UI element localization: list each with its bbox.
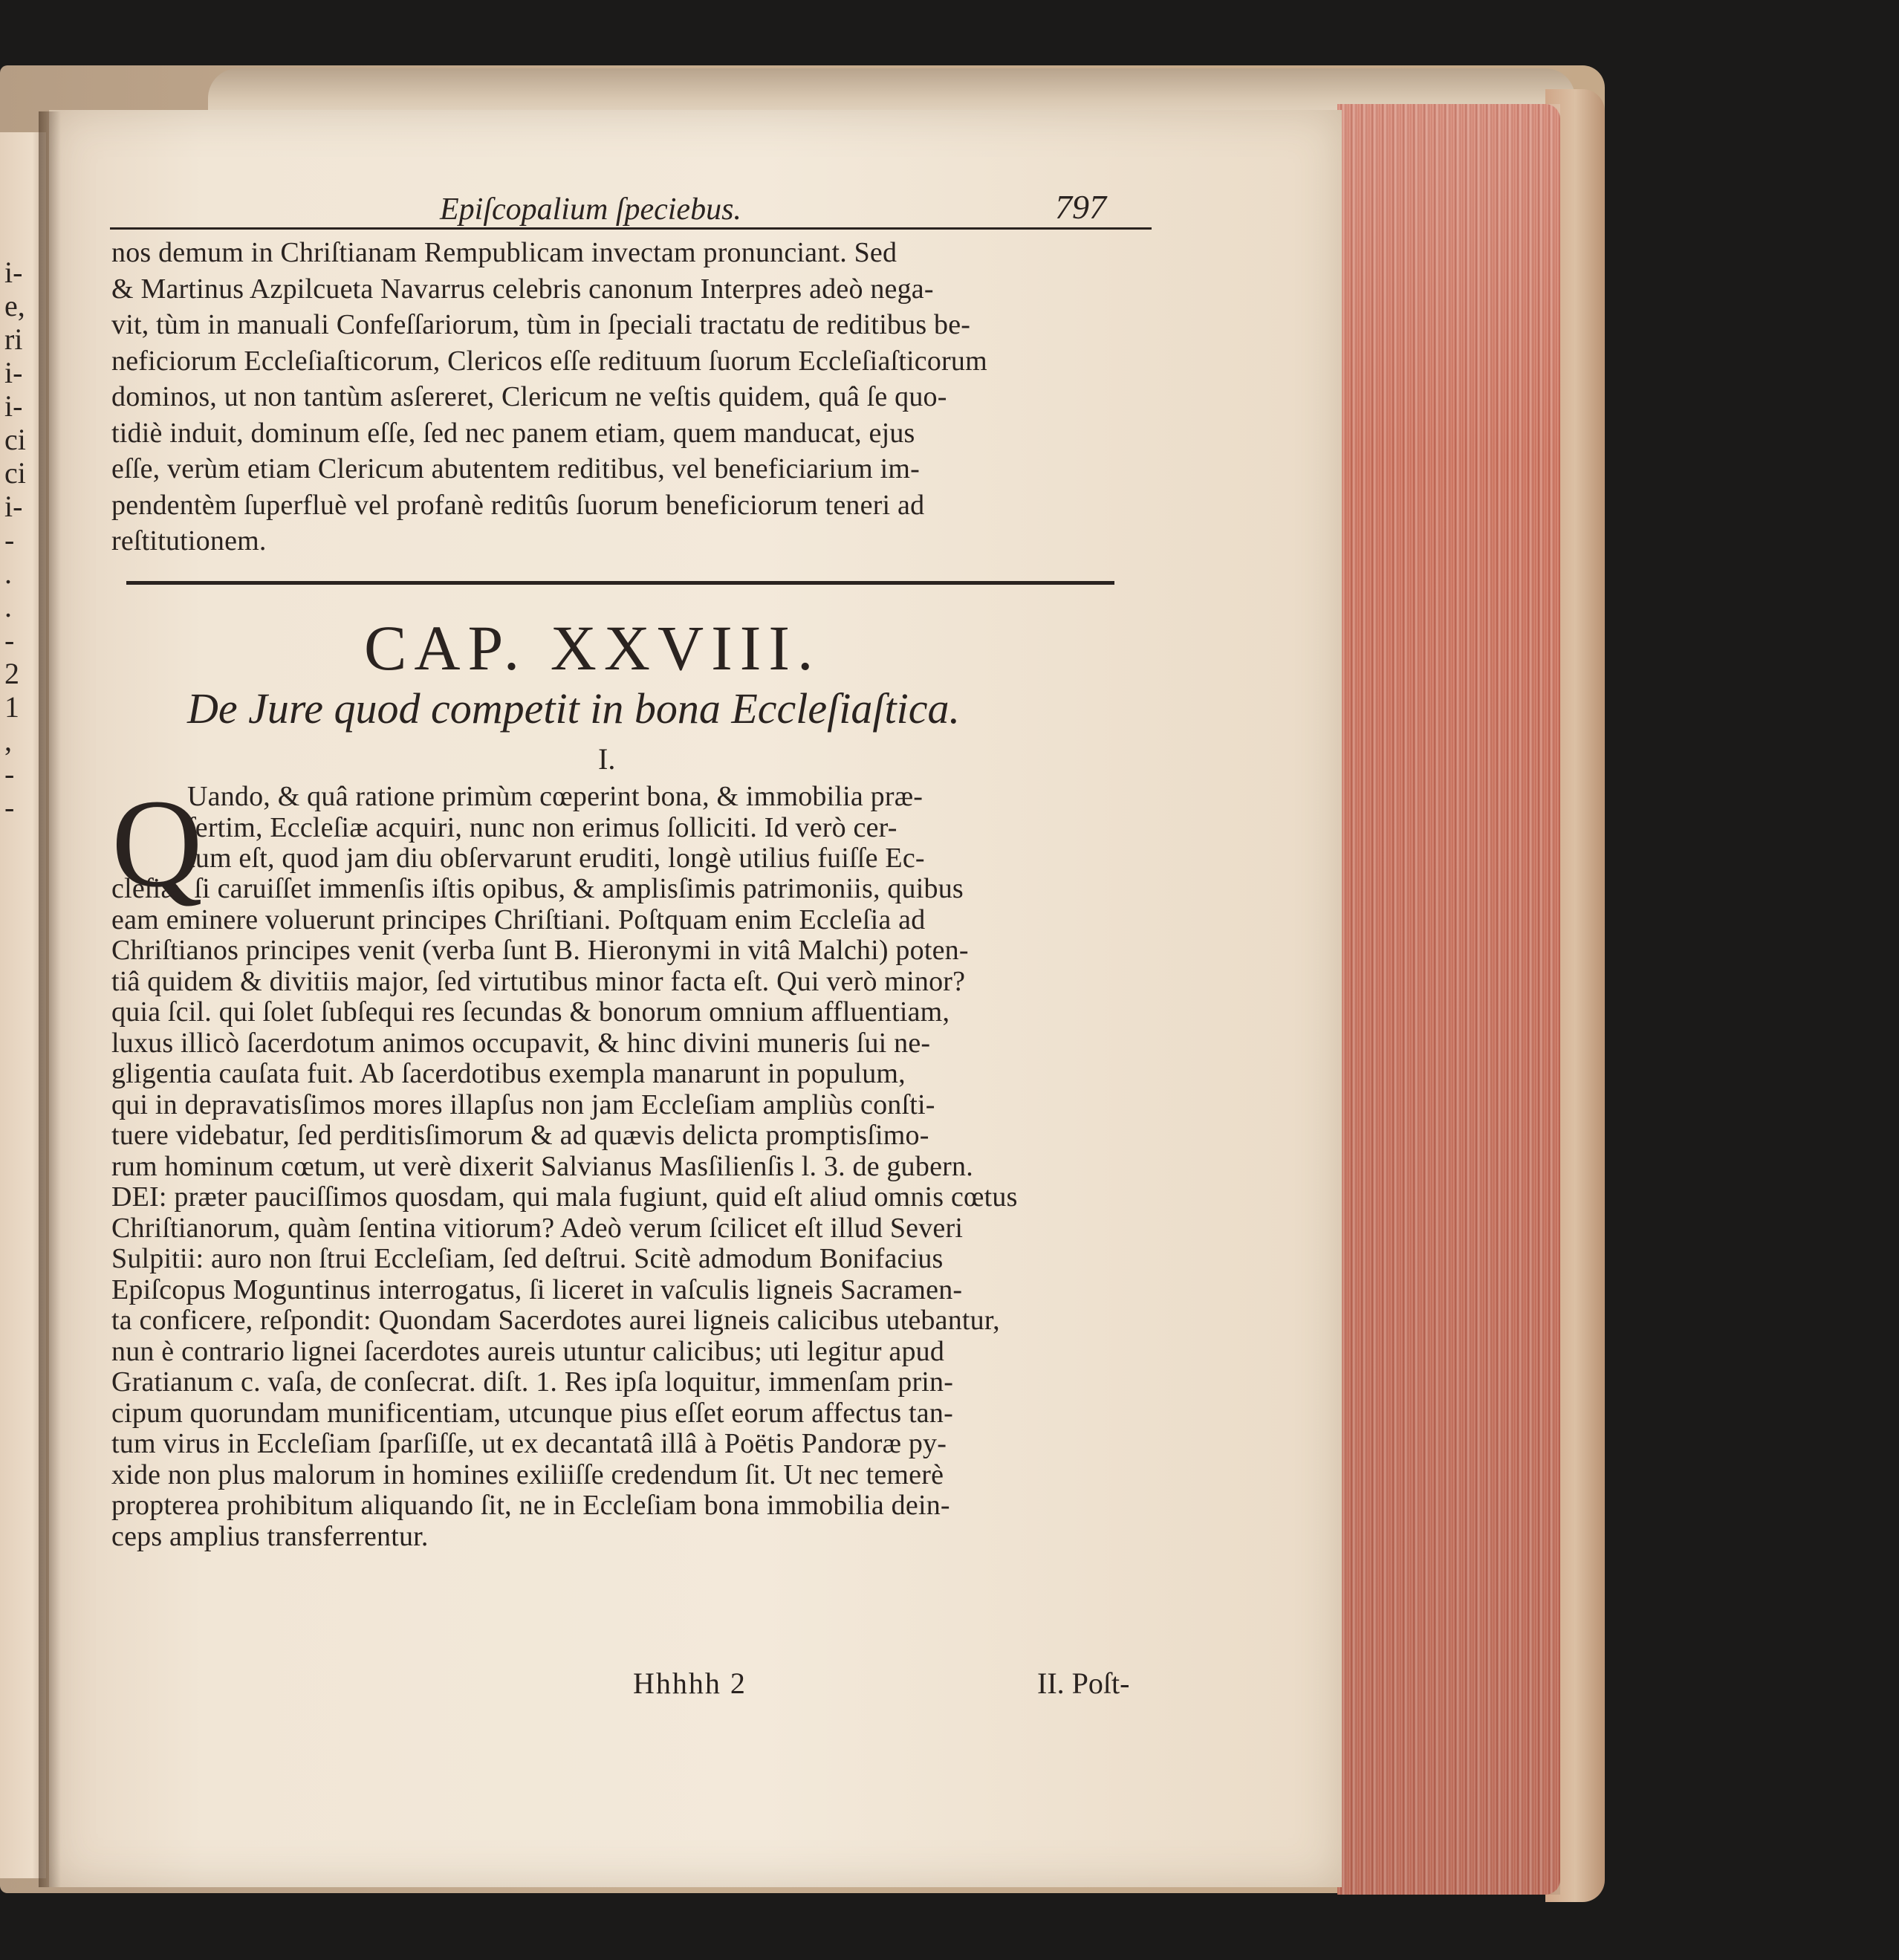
left-page-text-fragment: i- xyxy=(4,356,23,389)
text-line: Gratianum c. vaſa, de conſecrat. diſt. 1. Res ipſa loquitur, immenſam prin- xyxy=(111,1366,954,1398)
text-line: ſertim, Eccleſiæ acquiri, nunc non erimus ſolliciti. Id verò cer- xyxy=(187,811,897,843)
text-line: cleſiæ, ſi caruiſſet immenſis iſtis opibus, & amplisſimis patrimoniis, quibus xyxy=(111,873,964,904)
text-line: rum hominum cœtum, ut verè dixerit Salvianus Masſilienſis l. 3. de gubern. xyxy=(111,1150,973,1182)
red-stained-fore-edge xyxy=(1337,104,1560,1895)
left-page-text-fragment: 1 xyxy=(4,690,19,724)
left-page-text-fragment: i- xyxy=(4,389,23,423)
left-page-text-fragment: e, xyxy=(4,289,25,322)
text-line: nun è contrario lignei ſacerdotes aureis utuntur calicibus; uti legitur apud xyxy=(111,1335,945,1367)
left-page-text-fragment: ci xyxy=(4,456,26,490)
text-line: vit, tùm in manuali Confeſſariorum, tùm in ſpeciali tractatu de reditibus be- xyxy=(111,309,971,340)
text-line: eam eminere voluerunt principes Chriſtiani. Poſtquam enim Eccleſia ad xyxy=(111,903,926,935)
text-line: Chriſtianos principes venit (verba ſunt B. Hieronymi in vitâ Malchi) poten- xyxy=(111,935,969,966)
page-number: 797 xyxy=(1055,188,1106,226)
text-line: reſtitutionem. xyxy=(111,525,267,556)
section-number: I. xyxy=(598,742,616,776)
chapter-subtitle: De Jure quod competit in bona Eccleſiaſtica. xyxy=(187,684,960,733)
left-page-text-fragment: - xyxy=(4,757,15,791)
left-page-text-fragment: i- xyxy=(4,256,23,289)
text-line: luxus illicò ſacerdotum animos occupavit, & hinc divini muneris ſui ne- xyxy=(111,1027,931,1059)
text-line: Uando, & quâ ratione primùm cœperint bona, & immobilia præ- xyxy=(187,781,923,812)
text-line: tuere videbatur, ſed perditisſimorum & ad quævis delicta promptisſimo- xyxy=(111,1120,929,1151)
gutter-shadow xyxy=(39,111,61,1887)
left-page-text-fragment: ci xyxy=(4,423,26,456)
text-line: quia ſcil. qui ſolet ſubſequi res ſecundas & bonorum omnium affluentiam, xyxy=(111,996,950,1028)
signature-mark: Hhhhh 2 xyxy=(633,1667,747,1700)
left-page-text-fragment: , xyxy=(4,724,12,757)
text-line: ceps amplius transferrentur. xyxy=(111,1520,429,1552)
text-line: eſſe, verùm etiam Clericum abutentem reditibus, vel beneficiarium im- xyxy=(111,453,920,484)
header-rule xyxy=(110,227,1152,230)
chapter-title: CAP. XXVIII. xyxy=(364,612,821,684)
text-line: DEI: præter pauciſſimos quosdam, qui mala fugiunt, quid eſt aliud omnis cœtus xyxy=(111,1181,1018,1213)
left-page-text-fragment: - xyxy=(4,791,15,824)
left-page-text-fragment: - xyxy=(4,623,15,657)
text-line: neficiorum Eccleſiaſticorum, Clericos eſſe redituum ſuorum Eccleſiaſticorum xyxy=(111,345,987,377)
left-page-text-fragment: - xyxy=(4,523,15,556)
left-page-text-fragment: . xyxy=(4,556,12,590)
text-line: & Martinus Azpilcueta Navarrus celebris canonum Interpres adeò nega- xyxy=(111,273,934,305)
text-line: Chriſtianorum, quàm ſentina vitiorum? Adeò verum ſcilicet eſt illud Severi xyxy=(111,1212,964,1244)
text-line: ta conficere, reſpondit: Quondam Sacerdotes aurei ligneis calicibus utebantur, xyxy=(111,1305,1000,1336)
drop-capital: Q xyxy=(111,773,203,913)
text-line: xide non plus malorum in homines exiliiſſe credendum ſit. Ut nec temerè xyxy=(111,1458,944,1490)
chapter-rule xyxy=(126,581,1114,585)
left-page-text-fragment: i- xyxy=(4,490,23,523)
text-line: tidiè induit, dominum eſſe, ſed nec panem etiam, quem manducat, ejus xyxy=(111,417,915,449)
running-title: Epiſcopalium ſpeciebus. xyxy=(440,192,741,227)
text-line: gligentia cauſata fuit. Ab ſacerdotibus exempla manarunt in populum, xyxy=(111,1058,906,1089)
text-line: propterea prohibitum aliquando ſit, ne in Eccleſiam bona immobilia dein- xyxy=(111,1490,950,1521)
left-page-text-fragment: . xyxy=(4,590,12,623)
text-line: dominos, ut non tantùm asſereret, Clericum ne veſtis quidem, quâ ſe quo- xyxy=(111,381,947,412)
text-line: Sulpitii: auro non ſtrui Eccleſiam, ſed deſtrui. Scitè admodum Bonifacius xyxy=(111,1243,944,1274)
left-page-text-fragment: ri xyxy=(4,322,23,356)
text-line: nos demum in Chriſtianam Rempublicam invectam pronunciant. Sed xyxy=(111,237,897,268)
catchword: II. Poſt- xyxy=(1037,1667,1130,1700)
text-line: tiâ quidem & divitiis major, ſed virtutibus minor facta eſt. Qui verò minor? xyxy=(111,965,966,997)
text-line: Epiſcopus Moguntinus interrogatus, ſi liceret in vaſculis ligneis Sacramen- xyxy=(111,1273,963,1305)
text-line: pendentèm ſuperfluè vel profanè reditûs ſuorum beneficiorum teneri ad xyxy=(111,489,925,521)
text-line: tum virus in Eccleſiam ſparſiſſe, ut ex decantatâ illâ à Poëtis Pandoræ py- xyxy=(111,1428,947,1459)
text-line: cipum quorundam munificentiam, utcunque pius eſſet eorum affectus tan- xyxy=(111,1397,953,1429)
text-line: qui in depravatisſimos mores illapſus non jam Eccleſiam ampliùs conſti- xyxy=(111,1088,935,1120)
left-page-text-fragment: 2 xyxy=(4,657,19,690)
text-line: tum eſt, quod jam diu obſervarunt eruditi, longè utilius fuiſſe Ec- xyxy=(187,843,925,874)
